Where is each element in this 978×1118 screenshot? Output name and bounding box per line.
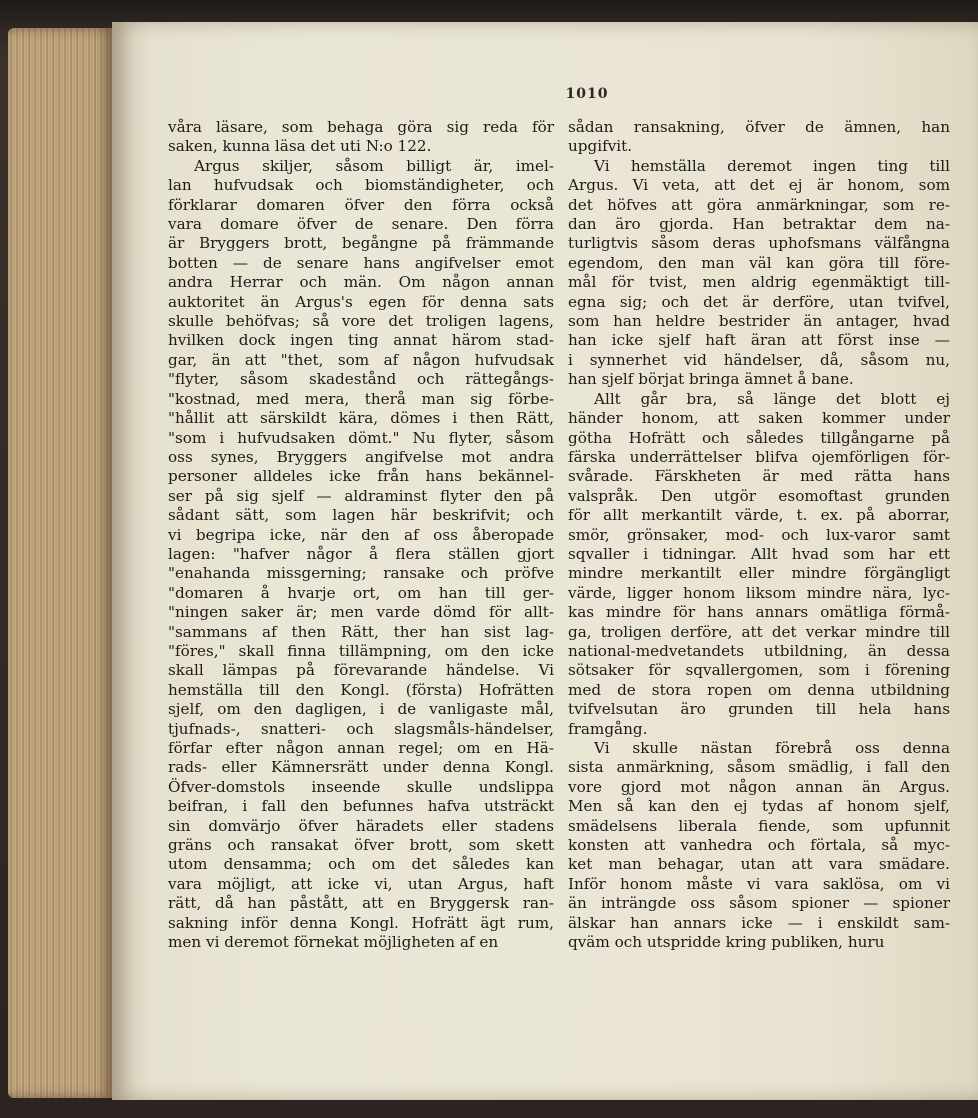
text-line: skall lämpas på förevarande händelse. Vi [168, 661, 554, 680]
text-line: som han heldre bestrider än antager, hvad [568, 312, 950, 331]
text-line: framgång. [568, 719, 648, 738]
text-line: tjufnads-, snatteri- och slagsmåls-händelser, [168, 719, 554, 738]
paragraph [568, 390, 950, 739]
text-line: Vi hemställa deremot ingen ting till [594, 156, 950, 175]
text-line: gräns och ransakat öfver brott, som skett [168, 836, 554, 855]
text-line: "domaren å hvarje ort, om han till ger- [168, 583, 554, 602]
text-line: mål för tvist, men aldrig egenmäktigt till- [568, 273, 950, 292]
text-line: "föres," skall finna tillämpning, om den icke [168, 641, 554, 660]
text-line: hvilken dock ingen ting annat härom stad- [168, 331, 554, 350]
text-line: botten — de senare hans angifvelser emot [168, 253, 554, 272]
paragraph [168, 157, 554, 953]
text-line: national-medvetandets utbildning, än dessa [568, 641, 950, 660]
text-line: konsten att vanhedra och förtala, så myc- [568, 836, 950, 855]
text-line: turligtvis såsom deras uphofsmans välfångna [568, 234, 950, 253]
text-line: auktoritet än Argus's egen för denna sats [168, 292, 554, 311]
text-line: förfar efter någon annan regel; om en Hä- [168, 739, 554, 757]
text-line: ket man behagar, utan att vara smädare. [568, 855, 950, 874]
text-line: hemställa till den Kongl. (första) Hofrätten [168, 680, 554, 699]
text-line: våra läsare, som behaga göra sig reda för [168, 118, 554, 136]
text-line: egna sig; och det är derföre, utan tvifvel, [568, 292, 950, 311]
text-line: Argus. Vi veta, att det ej är honom, som [568, 176, 950, 195]
text-line: dan äro gjorda. Han betraktar dem na- [568, 215, 950, 234]
text-line: lan hufvudsak och biomständigheter, och [168, 176, 554, 195]
text-line: "enahanda missgerning; ransake och pröfve [168, 564, 554, 583]
text-line: oss synes, Bryggers angifvelse mot andra [168, 447, 554, 466]
text-line: upgifvit. [568, 137, 633, 156]
text-line: det höfves att göra anmärkningar, som re- [568, 195, 950, 214]
text-line: ga, troligen derföre, att det verkar mindre till [568, 622, 950, 641]
text-line: gar, än att "thet, som af någon hufvudsak [168, 350, 554, 369]
text-line: men vi deremot förnekat möjligheten af en [168, 933, 499, 952]
text-line: sötsaker för sqvallergomen, som i förening [568, 661, 950, 680]
text-line: andra Herrar och män. Om någon annan [168, 273, 554, 292]
text-line: vara möjligt, att icke vi, utan Argus, haft [168, 874, 554, 893]
text-line: personer alldeles icke från hans bekännel- [168, 467, 554, 486]
paragraph [568, 739, 950, 952]
text-line: sådant sätt, som lagen här beskrifvit; och [168, 506, 554, 525]
text-line: älskar han annars icke — i enskildt sam- [568, 913, 950, 932]
text-line: i synnerhet vid händelser, då, såsom nu, [568, 350, 950, 369]
text-line: tvifvelsutan äro grunden till hela hans [568, 700, 950, 719]
text-line: sqvaller i tidningar. Allt hvad som har ett [568, 544, 950, 563]
text-line: sin domvärjo öfver häradets eller stadens [168, 816, 554, 835]
text-line: rads- eller Kämnersrätt under denna Kongl. [168, 758, 554, 777]
text-line: utom densamma; och om det således kan [168, 855, 554, 874]
text-line: än inträngde oss såsom spioner — spioner [568, 894, 950, 913]
text-line: sakning inför denna Kongl. Hofrätt ägt rum, [168, 913, 554, 932]
text-line: är Bryggers brott, begångne på främmande [168, 234, 554, 253]
text-line: med de stora ropen om denna utbildning [568, 680, 950, 699]
text-line: skulle behöfvas; så vore det troligen lagens, [168, 312, 554, 331]
text-line: valspråk. Den utgör esomoftast grunden [568, 486, 950, 505]
text-line: Allt går bra, så länge det blott ej [594, 389, 950, 408]
page-paper [112, 22, 978, 1100]
paragraph [568, 157, 950, 390]
text-line: sista anmärkning, såsom smädlig, i fall den [568, 758, 950, 777]
text-line: värde, ligger honom liksom mindre nära, lyc- [568, 583, 950, 602]
text-line: smädelsens liberala fiende, som upfunnit [568, 816, 950, 835]
text-line: sjelf, om den dagligen, i de vanligaste mål, [168, 700, 554, 719]
text-line: qväm och utspridde kring publiken, huru [568, 933, 885, 952]
text-line: för allt merkantilt värde, t. ex. på aborrar, [568, 506, 950, 525]
paragraph [168, 118, 554, 157]
text-line: rätt, då han påstått, att en Bryggersk ran- [168, 894, 554, 913]
text-line: han sjelf börjat bringa ämnet å bane. [568, 370, 854, 389]
text-line: "som i hufvudsaken dömt." Nu flyter, såsom [168, 428, 554, 447]
text-line: "sammans af then Rätt, ther han sist lag- [168, 622, 554, 641]
right-column [568, 118, 950, 952]
text-line: smör, grönsaker, mod- och lux-varor samt [568, 525, 950, 544]
text-line: kas mindre för hans annars omätliga förmå- [568, 603, 950, 622]
text-line: "ningen saker är; men varde dömd för allt- [168, 603, 554, 622]
text-line: vi begripa icke, när den af oss åberopade [168, 525, 554, 544]
text-line: egendom, den man väl kan göra till före- [568, 253, 950, 272]
book-page-edges [8, 28, 114, 1098]
text-line: Men så kan den ej tydas af honom sjelf, [568, 797, 950, 816]
text-line: han icke sjelf haft äran att först inse — [568, 331, 950, 350]
text-line: "kostnad, med mera, therå man sig förbe- [168, 389, 554, 408]
text-line: Argus skiljer, såsom billigt är, imel- [194, 156, 554, 175]
text-line: vara domare öfver de senare. Den förra [168, 215, 554, 234]
text-line: Vi skulle nästan förebrå oss denna [594, 739, 950, 757]
page-number: 1010 [565, 86, 609, 102]
text-line: "flyter, såsom skadestånd och rättegångs- [168, 370, 554, 389]
text-line: färska underrättelser blifva ojemförligen för- [568, 447, 950, 466]
text-line: vore gjord mot någon annan än Argus. [568, 777, 950, 796]
text-line: Inför honom måste vi vara saklösa, om vi [568, 874, 950, 893]
text-line: lagen: "hafver någor å flera ställen gjort [168, 544, 554, 563]
text-line: mindre merkantilt eller mindre förgängligt [568, 564, 950, 583]
text-line: beifran, i fall den befunnes hafva utsträckt [168, 797, 554, 816]
text-line: "hållit att särskildt kära, dömes i then Rätt, [168, 409, 554, 428]
text-line: svårade. Färskheten är med rätta hans [568, 467, 950, 486]
text-line: händer honom, att saken kommer under [568, 409, 950, 428]
text-line: sådan ransakning, öfver de ämnen, han [568, 118, 950, 136]
left-column [168, 118, 554, 952]
text-line: saken, kunna läsa det uti N:o 122. [168, 137, 432, 156]
text-line: Öfver-domstols inseende skulle undslippa [168, 777, 554, 796]
text-line: förklarar domaren öfver den förra också [168, 195, 554, 214]
text-line: ser på sig sjelf — aldraminst flyter den på [168, 486, 554, 505]
paragraph [568, 118, 950, 157]
text-line: götha Hofrätt och således tillgångarne på [568, 428, 950, 447]
